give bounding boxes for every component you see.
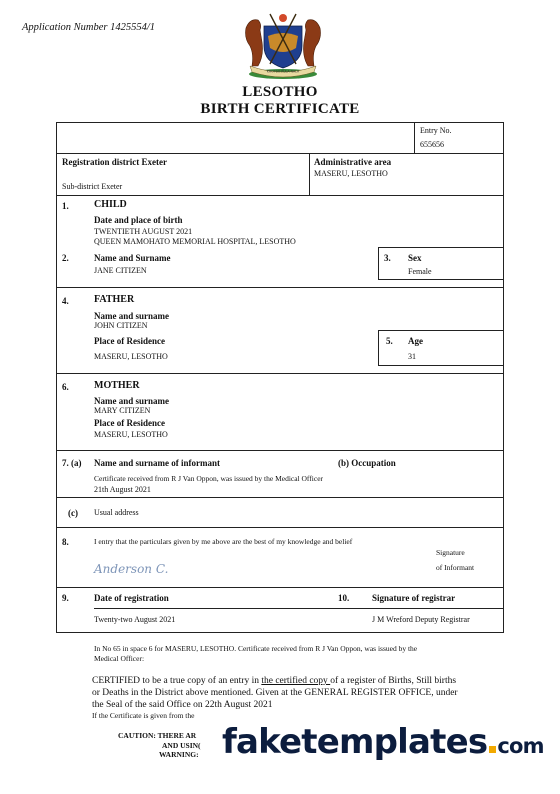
mother-heading: MOTHER (94, 380, 140, 391)
registration-date-value: Twenty-two August 2021 (94, 615, 176, 624)
father-heading: FATHER (94, 294, 135, 305)
registration-district: Registration district Exeter (62, 157, 167, 167)
informant-number: 7. (a) (62, 458, 82, 468)
sex-number: 3. (384, 253, 391, 263)
child-number: 1. (62, 201, 69, 211)
certified-line2: or Deaths in the District above mentioned. Given at the GENERAL REGISTER OFFICE, under (92, 688, 458, 698)
sex-value: Female (408, 267, 432, 276)
administrative-area-label: Administrative area (314, 157, 392, 167)
registrar-label: Signature of registrar (372, 593, 456, 603)
mother-residence: MASERU, LESOTHO (94, 430, 168, 439)
sex-box (378, 247, 504, 280)
registrar-number: 10. (338, 593, 350, 603)
informant-label: Name and surname of informant (94, 458, 220, 468)
caution-line2: AND USIN( (162, 741, 201, 750)
certified-text-a: CERTIFIED to be a true copy of an entry in (92, 676, 262, 686)
certified-text-c: of a register of Births, Still births (330, 676, 457, 686)
father-number: 4. (62, 296, 69, 306)
age-label: Age (408, 336, 423, 346)
of-informant-label: of Informant (436, 563, 475, 572)
certified-line3: the Seal of the said Office on 22th August 2021 (92, 700, 273, 710)
occupation-label: (b) Occupation (338, 458, 396, 468)
mother-residence-label: Place of Residence (94, 418, 165, 428)
date-place-birth-label: Date and place of birth (94, 215, 183, 225)
child-name-number: 2. (62, 253, 69, 263)
certified-copy-link: the certified copy (261, 676, 331, 686)
father-residence: MASERU, LESOTHO (94, 352, 168, 361)
entry-number-value: 655656 (420, 140, 444, 149)
faketemplates-watermark (222, 722, 544, 762)
registration-date-label: Date of registration (94, 593, 169, 603)
date-of-birth: TWENTIETH AUGUST 2021 (94, 227, 193, 236)
certified-line1 (92, 675, 456, 687)
document-title: BIRTH CERTIFICATE (200, 101, 360, 117)
informant-text: Certificate received from R J Van Oppon, was issued by the Medical Officer (94, 474, 324, 483)
registrar-value: J M Wreford Deputy Registrar (372, 615, 470, 624)
place-of-birth: QUEEN MAMOHATO MEMORIAL HOSPITAL, LESOTHO (94, 237, 296, 246)
footer-note-line1: In No 65 in space 6 for MASERU, LESOTHO. Certificate received from R J Van Oppon, was issued by the (94, 644, 418, 653)
mother-number: 6. (62, 382, 69, 392)
sub-district: Sub-district Exeter (62, 182, 123, 191)
mother-name-label: Name and surname (94, 396, 170, 406)
watermark-name: faketemplates (222, 722, 488, 762)
signature-label: Signature (436, 548, 465, 557)
age-number: 5. (386, 336, 393, 346)
svg-text:KHOTSO PULA NALA: KHOTSO PULA NALA (266, 69, 300, 74)
father-residence-label: Place of Residence (94, 336, 165, 346)
declaration-number: 8. (62, 537, 69, 547)
country-title: LESOTHO (242, 84, 318, 100)
informant-date: 21th August 2021 (94, 485, 151, 494)
watermark-tld: com (497, 734, 544, 758)
child-name: JANE CITIZEN (94, 266, 147, 275)
usual-address-label: Usual address (94, 508, 139, 517)
warning-label: WARNING: (159, 750, 199, 759)
watermark-dot (489, 746, 496, 753)
informant-signature: Anderson C. (94, 562, 169, 576)
sex-label: Sex (408, 253, 422, 263)
certified-line4: If the Certificate is given from the (92, 711, 195, 720)
application-number: Application Number 1425554/1 (22, 22, 155, 33)
entry-number-label: Entry No. (420, 126, 452, 135)
age-value: 31 (408, 352, 416, 361)
child-heading: CHILD (94, 199, 127, 210)
age-box (378, 330, 504, 366)
registration-date-number: 9. (62, 593, 69, 603)
usual-address-number: (c) (68, 508, 78, 518)
father-name-label: Name and surname (94, 311, 170, 321)
footer-note-line2: Medical Officer: (94, 654, 145, 663)
declaration-text: I entry that the particulars given by me above are the best of my knowledge and belief (94, 537, 353, 546)
child-name-label: Name and Surname (94, 253, 171, 263)
administrative-area-value: MASERU, LESOTHO (314, 169, 388, 178)
father-name: JOHN CITIZEN (94, 321, 148, 330)
mother-name: MARY CITIZEN (94, 406, 151, 415)
lesotho-coat-of-arms (240, 8, 326, 80)
caution-line1: CAUTION: THERE AR (118, 731, 197, 740)
